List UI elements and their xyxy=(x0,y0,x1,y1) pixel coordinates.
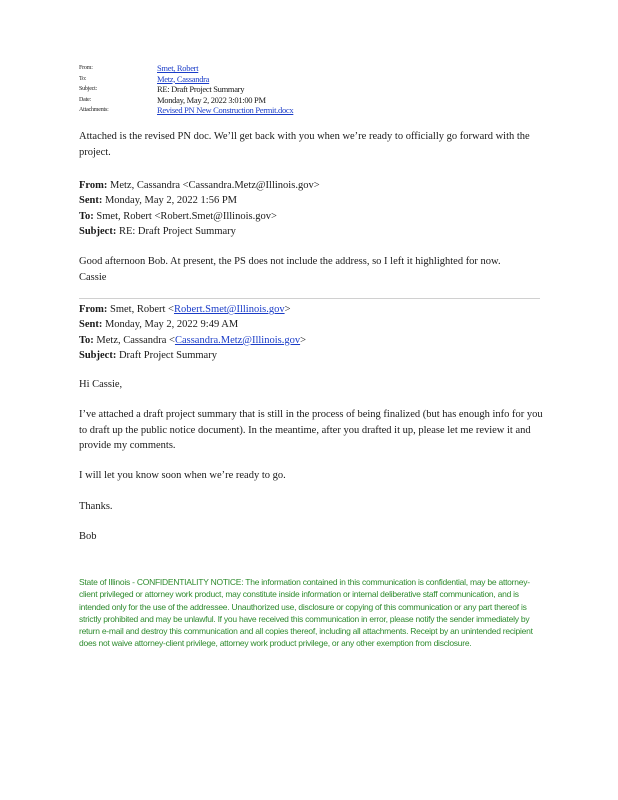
message2-body2: I will let you know soon when we’re ready to go. xyxy=(79,470,286,481)
message1-sent-row xyxy=(79,193,544,208)
header-to-row xyxy=(79,74,539,85)
message1-to-row xyxy=(79,209,544,224)
header-subject-row xyxy=(79,84,539,95)
message1-sent-label: Sent: xyxy=(79,195,103,207)
header-attachments-label: Attachments: xyxy=(79,107,109,113)
header-subject-value: RE: Draft Project Summary xyxy=(157,84,245,94)
message2-sent-row xyxy=(79,317,544,332)
message2-sent-value: Monday, May 2, 2022 9:49 AM xyxy=(104,319,239,331)
message1-meta xyxy=(79,178,544,239)
header-subject-label: Subject: xyxy=(79,86,98,92)
message1-body: Good afternoon Bob. At present, the PS does not include the address, so I left it highlighted for now. xyxy=(79,256,501,267)
message1-subject-label: Subject: xyxy=(79,225,117,237)
message2-subject-value: Draft Project Summary xyxy=(118,349,217,361)
message2-from-close: > xyxy=(284,304,291,315)
message2-meta xyxy=(79,302,544,363)
message2-to-row xyxy=(79,333,544,348)
message2-sign: Bob xyxy=(79,531,97,542)
reply-body: Attached is the revised PN doc. We’ll get back with you when we’re ready to officially go forward with the project. xyxy=(79,131,530,158)
message2-from-row xyxy=(79,302,544,317)
message1-subject-row xyxy=(79,224,544,239)
message1-body-block xyxy=(79,254,544,285)
header-to-label: To: xyxy=(79,75,87,82)
message1-subject-value: RE: Draft Project Summary xyxy=(118,225,236,237)
message2-greeting: Hi Cassie, xyxy=(79,379,123,390)
message2-to-email-link[interactable]: Cassandra.Metz@Illinois.gov xyxy=(174,334,301,346)
header-from-label: From: xyxy=(79,65,93,71)
header-from-row xyxy=(79,63,539,74)
header-date-label: Date: xyxy=(79,96,91,103)
message2-subject-row xyxy=(79,348,544,363)
message1-from-row xyxy=(79,178,544,193)
message2-body1: I’ve attached a draft project summary that is still in the process of being finalized (but has enough info for you to draft up the public notice document). In the meantime, after you drafted it up, please let me review it and provide my comments. xyxy=(79,409,543,451)
message1-from-label: From: xyxy=(79,180,108,191)
message1-signoff: Cassie xyxy=(79,271,107,283)
message2-to-label: To: xyxy=(79,334,94,346)
header-date-row xyxy=(79,95,539,106)
message2-subject-label: Subject: xyxy=(79,349,117,361)
message1-to-value: Smet, Robert <Robert.Smet@Illinois.gov> xyxy=(96,210,277,222)
message2-to-name: Metz, Cassandra < xyxy=(96,334,175,346)
message1-to-label: To: xyxy=(79,210,94,222)
email-header xyxy=(79,63,539,116)
message2-from-name: Smet, Robert < xyxy=(110,304,174,315)
attachment-link[interactable]: Revised PN New Construction Permit.docx xyxy=(157,105,294,115)
header-from-link[interactable]: Smet, Robert xyxy=(157,63,199,73)
header-to-link[interactable]: Metz, Cassandra xyxy=(157,73,210,84)
divider xyxy=(79,298,540,299)
message1-sent-value: Monday, May 2, 2022 1:56 PM xyxy=(104,195,237,207)
header-date-value: Monday, May 2, 2022 3:01:00 PM xyxy=(157,94,266,105)
header-attachments-row xyxy=(79,105,539,116)
message2-from-label: From: xyxy=(79,304,108,315)
message2-thanks: Thanks. xyxy=(79,501,113,512)
message1-from-value: Metz, Cassandra <Cassandra.Metz@Illinois.gov> xyxy=(110,180,320,191)
message2-sent-label: Sent: xyxy=(79,319,103,331)
message2-from-email-link[interactable]: Robert.Smet@Illinois.gov xyxy=(173,304,285,315)
confidentiality-notice: State of Illinois - CONFIDENTIALITY NOTICE: The information contained in this communication is confidential, may be attorney-client privileged or attorney work product, may constitute inside information or internal deliberative staff communication, and is intended only for the use of the addressee. Unauthorized use, disclosure or copying of this communication or any part thereof is strictly prohibited and may be unlawful. If you have received this communication in error, please notify the sender immediately by return e-mail and destroy this communication and all copies thereof, including all attachments. Receipt by an unintended recipient does not waive attorney-client privilege, attorney work product privilege, or any other exemption from disclosure. xyxy=(79,577,533,649)
message2-to-close: > xyxy=(300,334,307,346)
